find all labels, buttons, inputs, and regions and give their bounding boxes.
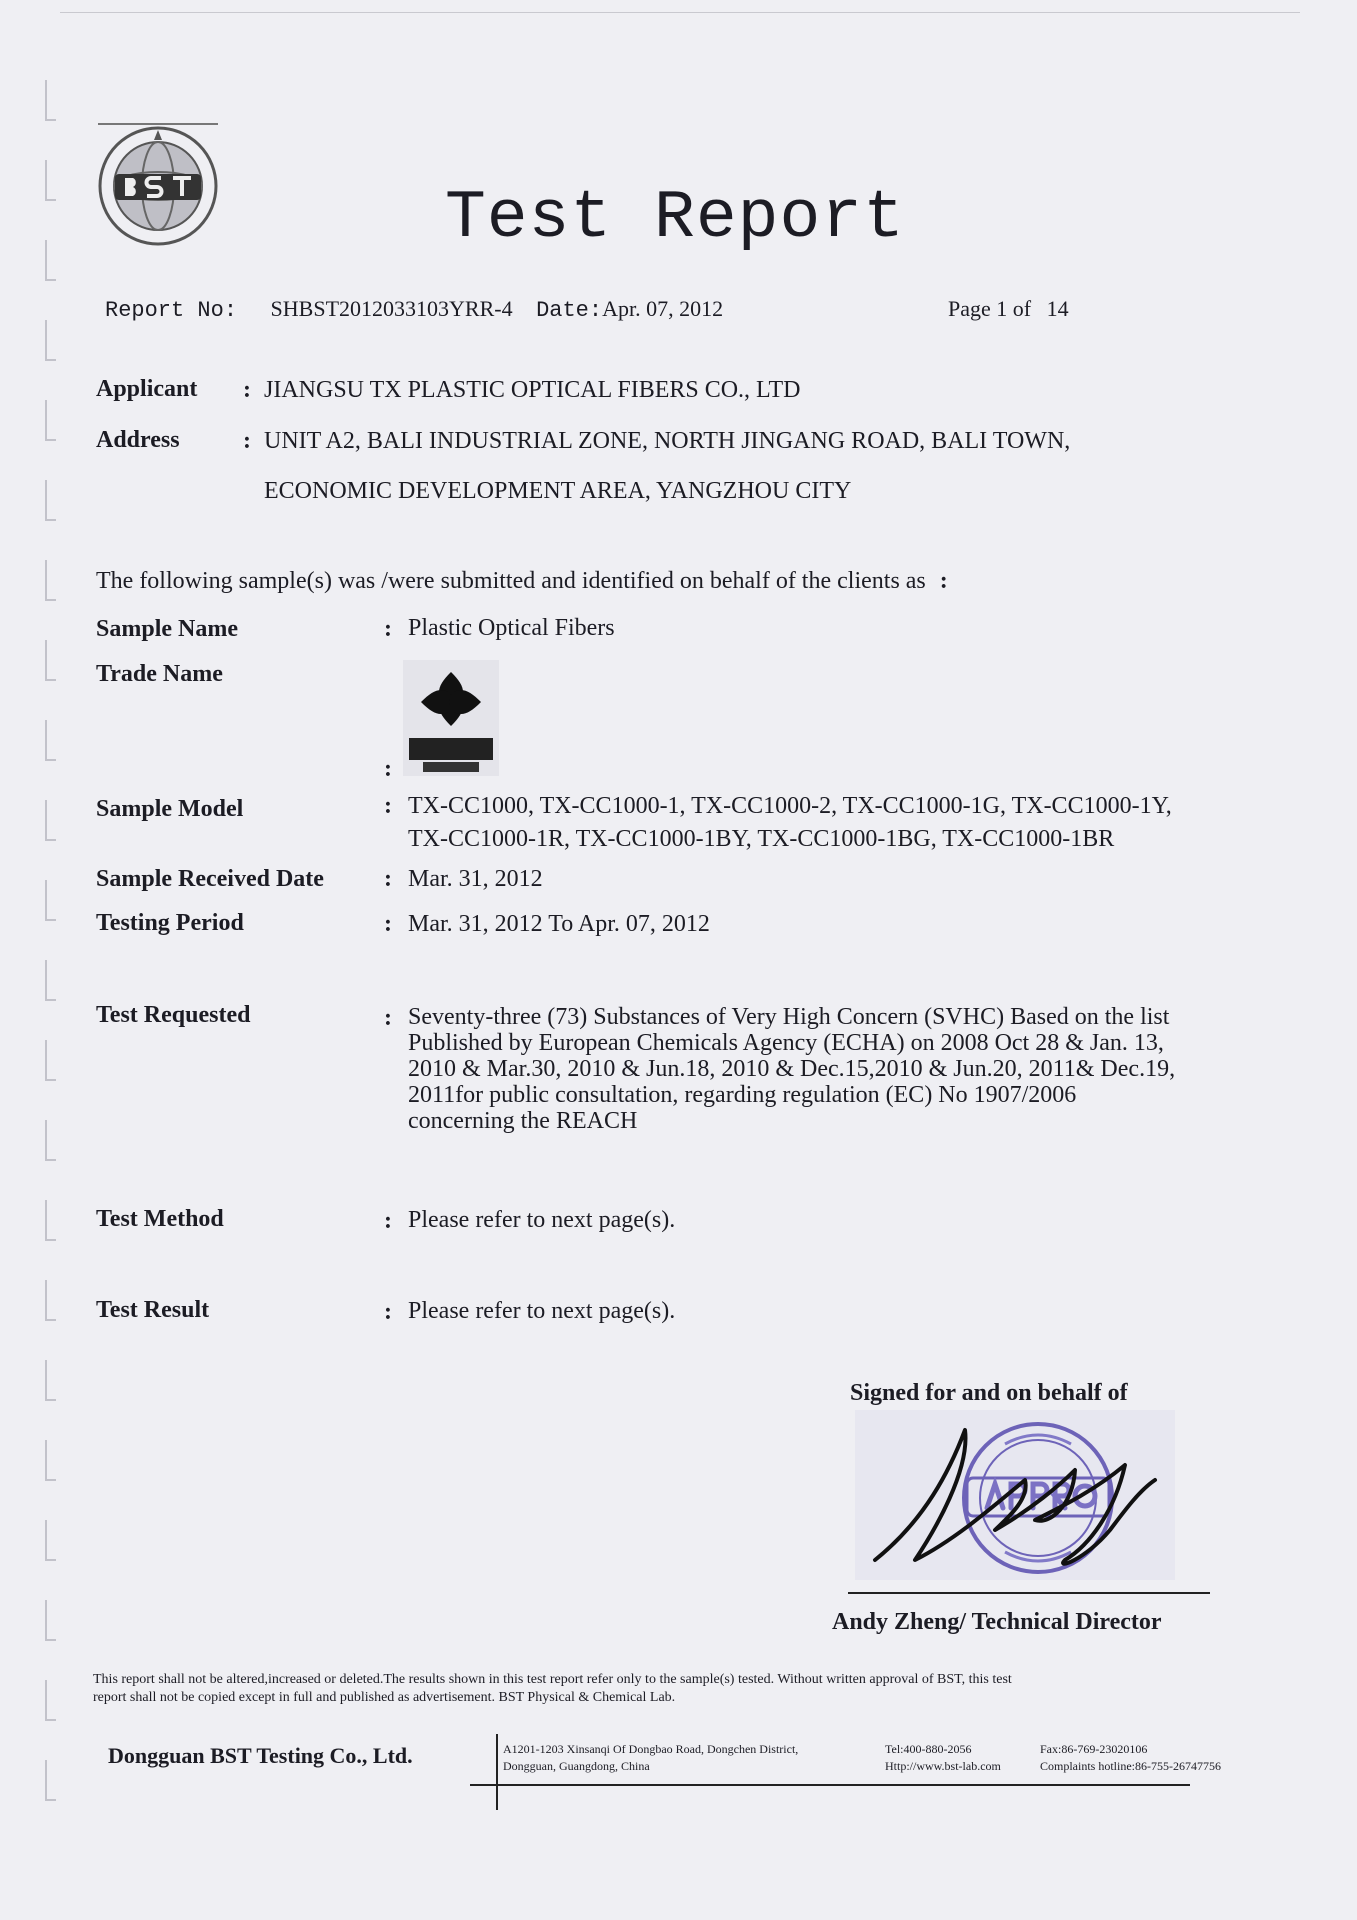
test-result-colon: : — [384, 1299, 392, 1325]
test-method-value: Please refer to next page(s). — [408, 1207, 676, 1233]
address-line1: UNIT A2, BALI INDUSTRIAL ZONE, NORTH JINGANG ROAD, BALI TOWN, — [264, 428, 1071, 454]
intro-colon: : — [939, 568, 948, 594]
page-indicator — [948, 296, 1069, 322]
received-date-colon: : — [384, 866, 392, 892]
test-result-value: Please refer to next page(s). — [408, 1298, 676, 1324]
test-method-label: Test Method — [96, 1206, 224, 1232]
bst-logo — [93, 118, 223, 248]
footer-address1: A1201-1203 Xinsanqi Of Dongbao Road, Dongchen District, — [503, 1742, 799, 1756]
sample-model-line2: TX-CC1000-1R, TX-CC1000-1BY, TX-CC1000-1BG, TX-CC1000-1BR — [408, 826, 1115, 852]
testing-period-colon: : — [384, 911, 392, 937]
trade-name-colon: : — [384, 756, 392, 782]
signer-name: Andy Zheng/ Technical Director — [832, 1609, 1162, 1635]
approved-stamp-signature — [855, 1410, 1175, 1580]
sample-name-label: Sample Name — [96, 616, 238, 642]
address-colon: : — [243, 428, 251, 454]
test-requested-line1: Seventy-three (73) Substances of Very High Concern (SVHC) Based on the list — [408, 1004, 1170, 1030]
intro-text — [96, 568, 948, 595]
date-value: Apr. 07, 2012 — [602, 296, 724, 321]
footer-address2: Dongguan, Guangdong, China — [503, 1759, 650, 1773]
footer-fax: Fax:86-769-23020106 — [1040, 1742, 1148, 1756]
sample-model-line1: TX-CC1000, TX-CC1000-1, TX-CC1000-2, TX-CC1000-1G, TX-CC1000-1Y, — [408, 793, 1172, 819]
report-no-label: Report No: — [105, 298, 238, 323]
report-no-value: SHBST2012033103YRR-4 — [270, 296, 513, 321]
disclaimer-line1: This report shall not be altered,increased or deleted.The results shown in this test report refer only to the sample(s) tested. Without written approval of BST, this test — [93, 1672, 1012, 1687]
trade-name-label: Trade Name — [96, 661, 223, 687]
applicant-colon: : — [243, 377, 251, 403]
sample-model-colon: : — [384, 793, 392, 819]
applicant-value: JIANGSU TX PLASTIC OPTICAL FIBERS CO., LTD — [264, 377, 801, 403]
testing-period-label: Testing Period — [96, 910, 244, 936]
sample-name-colon: : — [384, 616, 392, 642]
test-requested-line4: 2011for public consultation, regarding regulation (EC) No 1907/2006 — [408, 1082, 1077, 1108]
report-number-row — [105, 296, 723, 323]
page-title: Test Report — [445, 180, 905, 257]
test-result-label: Test Result — [96, 1297, 210, 1323]
address-label: Address — [96, 427, 180, 453]
testing-period-value: Mar. 31, 2012 To Apr. 07, 2012 — [408, 911, 710, 937]
sample-name-value: Plastic Optical Fibers — [408, 615, 615, 641]
test-requested-colon: : — [384, 1005, 392, 1031]
footer-company: Dongguan BST Testing Co., Ltd. — [108, 1743, 413, 1768]
applicant-label: Applicant — [96, 376, 198, 402]
received-date-value: Mar. 31, 2012 — [408, 866, 543, 892]
txpof-trade-logo — [403, 660, 499, 776]
date-label: Date: — [536, 298, 603, 323]
test-method-colon: : — [384, 1208, 392, 1234]
footer-divider-horizontal — [470, 1784, 1190, 1786]
address-line2: ECONOMIC DEVELOPMENT AREA, YANGZHOU CITY — [264, 478, 852, 504]
test-requested-line5: concerning the REACH — [408, 1108, 638, 1134]
page-total: 14 — [1046, 296, 1069, 321]
signature-line — [848, 1592, 1210, 1594]
footer-divider-vertical — [496, 1734, 498, 1810]
footer-hotline: Complaints hotline:86-755-26747756 — [1040, 1759, 1221, 1773]
sample-model-label: Sample Model — [96, 796, 244, 822]
received-date-label: Sample Received Date — [96, 866, 324, 892]
page-label: Page 1 of — [948, 296, 1032, 321]
binding-marks — [36, 60, 66, 1880]
test-requested-label: Test Requested — [96, 1002, 251, 1028]
disclaimer-line2: report shall not be copied except in full and published as advertisement. BST Physical & Chemical Lab. — [93, 1690, 676, 1705]
test-requested-line2: Published by European Chemicals Agency (ECHA) on 2008 Oct 28 & Jan. 13, — [408, 1030, 1164, 1056]
test-requested-line3: 2010 & Mar.30, 2010 & Jun.18, 2010 & Dec.15,2010 & Jun.20, 2011& Dec.19, — [408, 1056, 1176, 1082]
intro-sentence: The following sample(s) was /were submitted and identified on behalf of the clients as — [96, 568, 926, 594]
signature-heading: Signed for and on behalf of — [850, 1380, 1128, 1406]
footer-web: Http://www.bst-lab.com — [885, 1759, 1001, 1773]
footer-tel: Tel:400-880-2056 — [885, 1742, 972, 1756]
top-border-line — [60, 12, 1300, 13]
